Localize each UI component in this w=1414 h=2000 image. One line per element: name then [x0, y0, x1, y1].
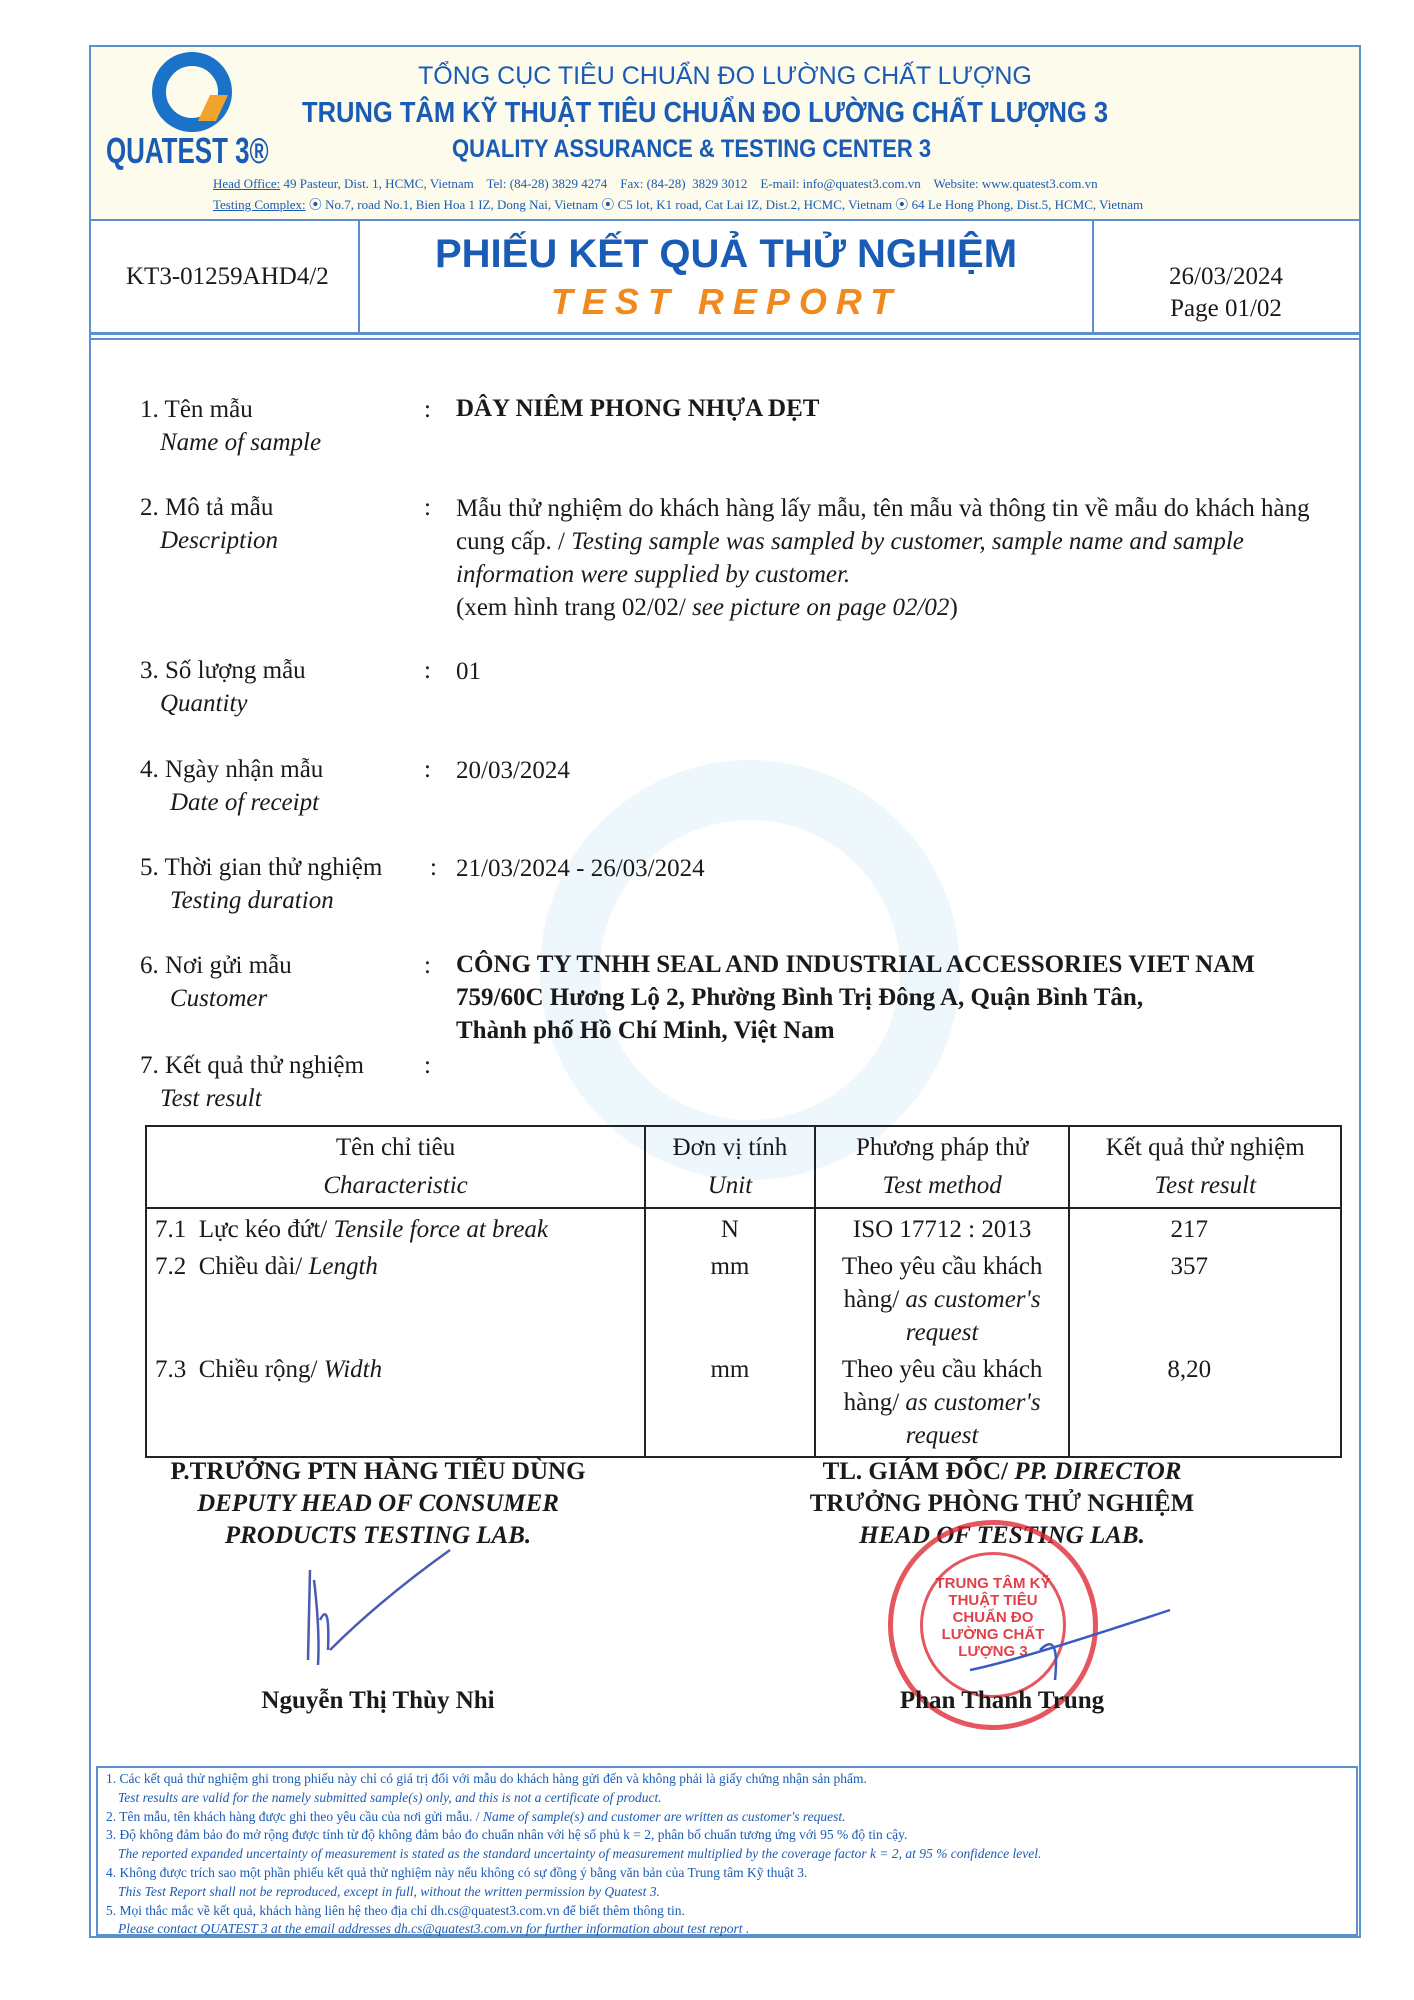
customer-name: CÔNG TY TNHH SEAL AND INDUSTRIAL ACCESSORIES VIET NAM: [456, 951, 1255, 978]
field-label-en: Name of sample: [160, 429, 322, 456]
testing-complex-info: ⦿ No.7, road No.1, Bien Hoa 1 IZ, Dong Nai, Vietnam ⦿ C5 lot, K1 road, Cat Lai IZ, Dist.2, HCMC, Vietnam ⦿ 64 Le Hong Phong, Dist.5, HCMC, Vietnam: [305, 197, 1144, 212]
table-header-row: [146, 1126, 1341, 1208]
org-name-vn: TRUNG TÂM KỸ THUẬT TIÊU CHUẨN ĐO LƯỜNG CHẤT LƯỢNG 3: [302, 97, 1109, 129]
colon: :: [424, 494, 431, 521]
org-parent: TỔNG CỤC TIÊU CHUẨN ĐO LƯỜNG CHẤT LƯỢNG: [418, 62, 1032, 90]
right-signatory-title: TL. GIÁM ĐỐC/ PP. DIRECTOR TRƯỞNG PHÒNG THỬ NGHIỆM HEAD OF TESTING LAB.: [809, 1458, 1195, 1549]
table-row: [146, 1208, 1341, 1248]
testing-complex-line: [213, 194, 1143, 213]
field-label-en: Customer: [170, 985, 268, 1012]
description-vn: Mẫu thử nghiệm do khách hàng lấy mẫu, tên mẫu và thông tin về mẫu do khách hàng cung cấp. /: [456, 495, 1310, 555]
page-number: Page 01/02: [1170, 295, 1282, 322]
footer-notes: [96, 1766, 1358, 1936]
colon: :: [424, 756, 431, 783]
left-signature: [290, 1540, 470, 1680]
customer-address: 759/60C Hương Lộ 2, Phường Bình Trị Đông A, Quận Bình Tân,: [456, 984, 1144, 1011]
report-title-en: TEST REPORT: [550, 281, 902, 322]
characteristic-cell: 7.2 Chiều dài/ Length: [146, 1248, 645, 1351]
field-label: 1. Tên mẫu: [140, 396, 253, 423]
method-cell: Theo yêu cầu khách hàng/ as customer's request: [815, 1351, 1070, 1457]
colon: :: [424, 952, 431, 979]
note-3: 3. Độ không đảm bảo đo mở rộng được tính từ độ không đảm bảo đo chuẩn nhân với hệ số phủ k = 2, phân bố chuẩn tương ứng với 95 % độ tin cậy. The reported expanded uncertainty of measurement is stated as the standard uncertainty of measurement multiplied by the coverage factor k = 2, at 95 % confidence level.: [106, 1827, 1042, 1862]
field-label-en: Date of receipt: [170, 789, 320, 816]
head-office-info: 49 Pasteur, Dist. 1, HCMC, Vietnam Tel: (84-28) 3829 4274 Fax: (84-28) 3829 3012 E-mail: info@quatest3.com.vn Website: www.quatest3.com.vn: [280, 176, 1098, 191]
field-label: 4. Ngày nhận mẫu: [140, 756, 324, 783]
note-4: 4. Không được trích sao một phần phiếu kết quả thử nghiệm này nếu không có sự đồng ý bằng văn bản của Trung tâm Kỹ thuật 3. This Test Report shall not be reproduced, except in full, without the written permission by Quatest 3.: [106, 1864, 808, 1899]
sample-description: [456, 492, 1316, 624]
head-office-label: Head Office:: [213, 176, 281, 191]
field-label-en: Testing duration: [170, 887, 334, 914]
quantity-value: 01: [456, 658, 481, 685]
divider: [91, 338, 1359, 340]
characteristic-cell: 7.1 Lực kéo đứt/ Tensile force at break: [146, 1208, 645, 1248]
method-cell: Theo yêu cầu khách hàng/ as customer's request: [815, 1248, 1070, 1351]
header-result: Kết quả thử nghiệm Test result: [1069, 1126, 1341, 1208]
customer-address: Thành phố Hồ Chí Minh, Việt Nam: [456, 1017, 835, 1044]
field-label-en: Test result: [160, 1085, 262, 1112]
left-signatory-name: Nguyễn Thị Thùy Nhi: [261, 1687, 495, 1714]
note-end: ): [949, 594, 958, 621]
colon: :: [424, 657, 431, 684]
report-date: 26/03/2024: [1169, 263, 1283, 290]
note-1: 1. Các kết quả thử nghiệm ghi trong phiếu này chỉ có giá trị đối với mẫu do khách hàng gửi đến và không phải là giấy chứng nhận sản phẩm. Test results are valid for the namely submitted sample(s) only, and this is not a certificate of product.: [106, 1771, 867, 1805]
description-en: Testing sample was sampled by customer, sample name and sample information were supplied by customer.: [456, 528, 1244, 588]
field-label: 7. Kết quả thử nghiệm: [140, 1052, 364, 1079]
right-signature: [960, 1590, 1180, 1700]
field-label: 5. Thời gian thử nghiệm: [140, 854, 383, 881]
header-unit: Đơn vị tính Unit: [645, 1126, 815, 1208]
head-office-line: [213, 176, 1098, 192]
result-cell: 217: [1069, 1208, 1341, 1248]
right-signatory-name: Phan Thanh Trung: [899, 1687, 1105, 1714]
method-cell: ISO 17712 : 2013: [815, 1208, 1070, 1248]
unit-cell: mm: [645, 1351, 815, 1457]
testing-duration: 21/03/2024 - 26/03/2024: [456, 855, 705, 882]
results-table: [145, 1125, 1342, 1458]
table-row: [146, 1248, 1341, 1351]
quatest-logo-icon: [152, 52, 232, 132]
header-method: Phương pháp thử Test method: [815, 1126, 1070, 1208]
field-label-en: Description: [160, 527, 279, 554]
logo-text: QUATEST 3®: [106, 130, 269, 171]
unit-cell: mm: [645, 1248, 815, 1351]
result-cell: 8,20: [1069, 1351, 1341, 1457]
note-en: see picture on page 02/02: [692, 594, 950, 621]
result-cell: 357: [1069, 1248, 1341, 1351]
stamp-text: TRUNG TÂM KỸ THUẬT TIÊU CHUẨN ĐO LƯỜNG CHẤT LƯỢNG 3: [920, 1552, 1066, 1698]
characteristic-cell: 7.3 Chiều rộng/ Width: [146, 1351, 645, 1457]
unit-cell: N: [645, 1208, 815, 1248]
document-number: KT3-01259AHD4/2: [126, 263, 329, 290]
sample-name: DÂY NIÊM PHONG NHỰA DẸT: [456, 395, 820, 422]
customer-info: [456, 948, 1356, 1047]
divider: [91, 332, 1359, 335]
colon: :: [424, 396, 431, 423]
field-label: 6. Nơi gửi mẫu: [140, 952, 292, 979]
field-label: 3. Số lượng mẫu: [140, 657, 306, 684]
colon: :: [424, 1052, 431, 1079]
note-2: 2. Tên mẫu, tên khách hàng được ghi theo yêu cầu của nơi gửi mẫu. / Name of sample(s) and customer are written as customer's request.: [106, 1808, 846, 1824]
testing-complex-label: Testing Complex:: [213, 197, 306, 212]
colon: :: [430, 854, 437, 881]
header-characteristic: Tên chỉ tiêu Characteristic: [146, 1126, 645, 1208]
left-signatory-title: P.TRƯỞNG PTN HÀNG TIÊU DÙNG DEPUTY HEAD OF CONSUMER PRODUCTS TESTING LAB.: [170, 1458, 586, 1549]
org-name-en: QUALITY ASSURANCE & TESTING CENTER 3: [452, 135, 932, 163]
report-title-vn: PHIẾU KẾT QUẢ THỬ NGHIỆM: [434, 232, 1018, 276]
receipt-date: 20/03/2024: [456, 757, 570, 784]
note-vn: (xem hình trang 02/02/: [456, 594, 693, 621]
table-row: [146, 1351, 1341, 1457]
field-label: 2. Mô tả mẫu: [140, 494, 274, 521]
note-5: 5. Mọi thắc mắc về kết quả, khách hàng liên hệ theo địa chỉ dh.cs@quatest3.com.vn để biết thêm thông tin. Please contact QUATEST 3 at the email addresses dh.cs@quatest3.com.vn for further information about test report .: [106, 1902, 750, 1937]
field-label-en: Quantity: [160, 690, 248, 717]
